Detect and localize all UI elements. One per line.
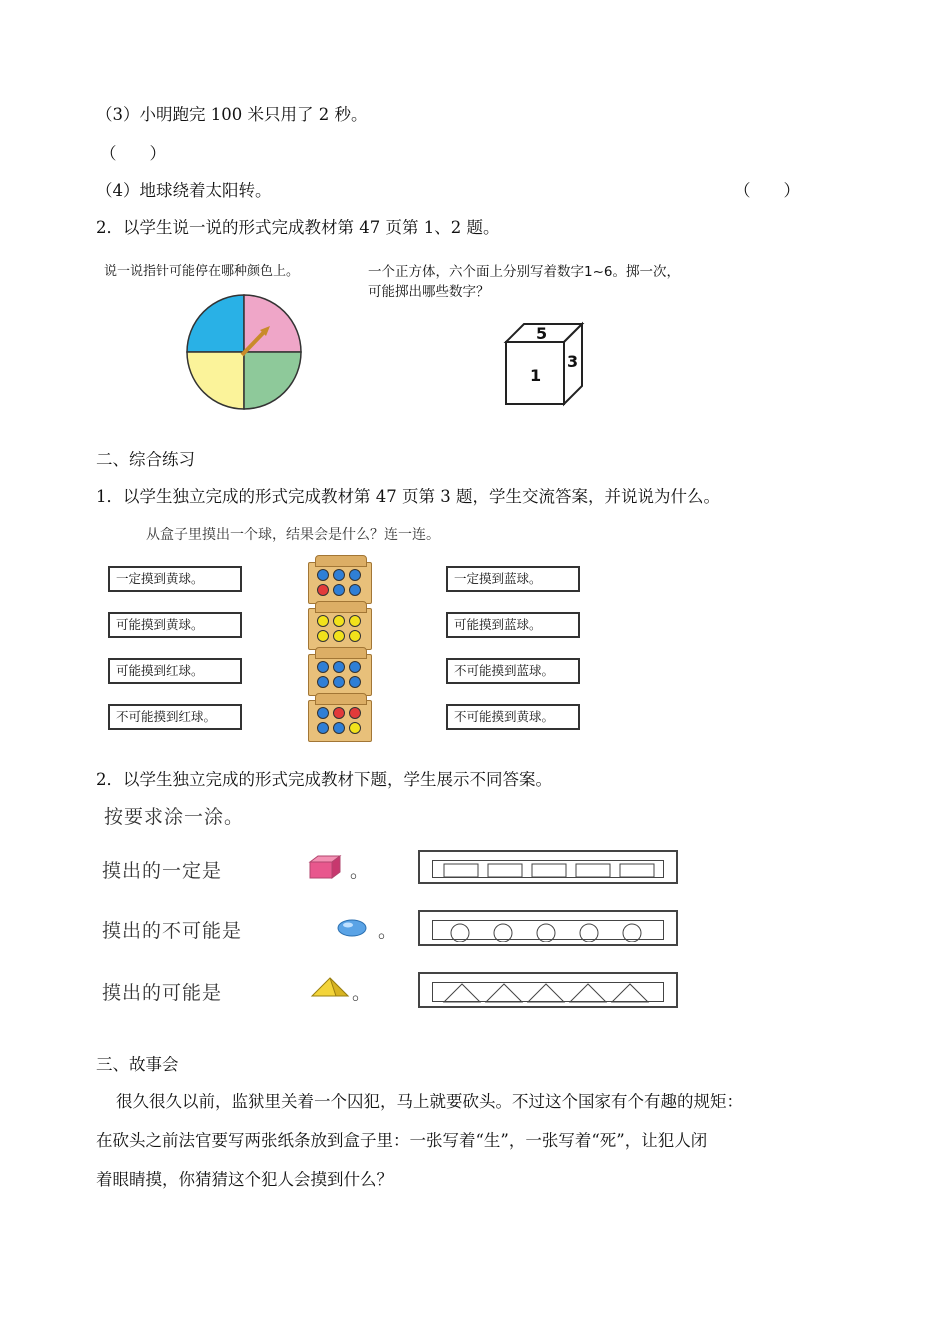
ball-blue	[349, 661, 361, 673]
ball-yellow	[333, 615, 345, 627]
ball-blue	[317, 661, 329, 673]
row1-text: 摸出的一定是	[102, 860, 223, 882]
story-line-2: 在砍头之前法官要写两张纸条放到盒子里：一张写着“生”，一张写着“死”，让犯人闭	[96, 1131, 708, 1150]
matching-figure	[96, 520, 616, 740]
coloring-figure	[96, 798, 696, 1013]
ball-box-4	[308, 700, 372, 742]
ball-box-1	[308, 562, 372, 604]
spinner-blue-sector	[187, 295, 244, 352]
matching-title: 从盒子里摸出一个球，结果会是什么？连一连。	[146, 527, 440, 543]
ball-blue	[349, 584, 361, 596]
ball-blue	[317, 707, 329, 719]
right-label-4: 不可能摸到黄球。	[446, 704, 580, 730]
task-textbook-p47-1-2: 2．以学生说一说的形式完成教材第 47 页第 1、2 题。	[96, 218, 500, 237]
right-label-1: 一定摸到蓝球。	[446, 566, 580, 592]
ball-yellow	[333, 630, 345, 642]
pink-cube-icon	[308, 854, 344, 880]
ball-blue	[333, 584, 345, 596]
cube-top-number: 5	[536, 324, 548, 343]
right-label-3: 不可能摸到蓝球。	[446, 658, 580, 684]
tray-balls-contents	[438, 922, 658, 942]
tray-pyramids-contents	[438, 982, 658, 1004]
blue-ball-icon	[336, 918, 368, 938]
ball-box-3	[308, 654, 372, 696]
ball-blue	[333, 661, 345, 673]
ball-blue	[317, 676, 329, 688]
ball-yellow	[317, 630, 329, 642]
ball-red	[333, 707, 345, 719]
row3-text: 摸出的可能是	[102, 982, 223, 1004]
ball-blue	[333, 569, 345, 581]
ball-blue	[317, 722, 329, 734]
ball-blue	[349, 676, 361, 688]
spinner-yellow-sector	[187, 352, 244, 409]
section-3-heading: 三、故事会	[96, 1055, 179, 1074]
tray-cubes	[418, 850, 678, 884]
ball-yellow	[317, 615, 329, 627]
ball-yellow	[349, 722, 361, 734]
number-cube	[502, 320, 594, 412]
row2-text: 摸出的不可能是	[102, 920, 243, 942]
ball-blue	[317, 569, 329, 581]
spinner-cube-figure	[96, 256, 746, 416]
tray-pyramids	[418, 972, 678, 1008]
cube-prompt-line2: 可能掷出哪些数字？	[368, 284, 490, 300]
ball-box-2	[308, 608, 372, 650]
cube-prompt-line1: 一个正方体，六个面上分别写着数字1~6。掷一次，	[368, 264, 680, 280]
row3-dot: 。	[352, 982, 373, 1004]
section-2-heading: 二、综合练习	[96, 450, 195, 469]
question-3: （3）小明跑完 100 米只用了 2 秒。	[96, 105, 368, 124]
task-color-exercise: 2．以学生独立完成的形式完成教材下题，学生展示不同答案。	[96, 770, 552, 789]
left-label-4: 不可能摸到红球。	[108, 704, 242, 730]
spinner-green-sector	[244, 352, 301, 409]
tray-cubes-contents	[438, 860, 658, 878]
left-label-3: 可能摸到红球。	[108, 658, 242, 684]
question-4-answer-blank: （ ）	[734, 181, 800, 200]
question-4: （4）地球绕着太阳转。	[96, 181, 272, 200]
row1-dot: 。	[350, 860, 371, 882]
coloring-title: 按要求涂一涂。	[104, 806, 245, 828]
task-textbook-p47-3: 1．以学生独立完成的形式完成教材第 47 页第 3 题，学生交流答案，并说说为什么。	[96, 487, 720, 506]
ball-red	[349, 707, 361, 719]
spinner-prompt: 说一说指针可能停在哪种颜色上。	[104, 264, 300, 279]
ball-blue	[333, 676, 345, 688]
ball-blue	[333, 722, 345, 734]
row2-dot: 。	[378, 920, 399, 942]
ball-blue	[349, 569, 361, 581]
right-label-2: 可能摸到蓝球。	[446, 612, 580, 638]
ball-red	[317, 584, 329, 596]
ball-yellow	[349, 615, 361, 627]
ball-yellow	[349, 630, 361, 642]
question-3-answer-blank: （ ）	[100, 144, 166, 163]
tray-balls	[418, 910, 678, 946]
spinner-diagram	[184, 292, 304, 412]
cube-front-number: 1	[530, 366, 542, 385]
left-label-2: 可能摸到黄球。	[108, 612, 242, 638]
left-label-1: 一定摸到黄球。	[108, 566, 242, 592]
story-line-1: 很久很久以前，监狱里关着一个囚犯，马上就要砍头。不过这个国家有个有趣的规矩：	[116, 1092, 743, 1111]
cube-side-number: 3	[567, 352, 579, 371]
story-line-3: 着眼睛摸，你猜猜这个犯人会摸到什么？	[96, 1170, 393, 1189]
yellow-pyramid-icon	[310, 976, 350, 1000]
